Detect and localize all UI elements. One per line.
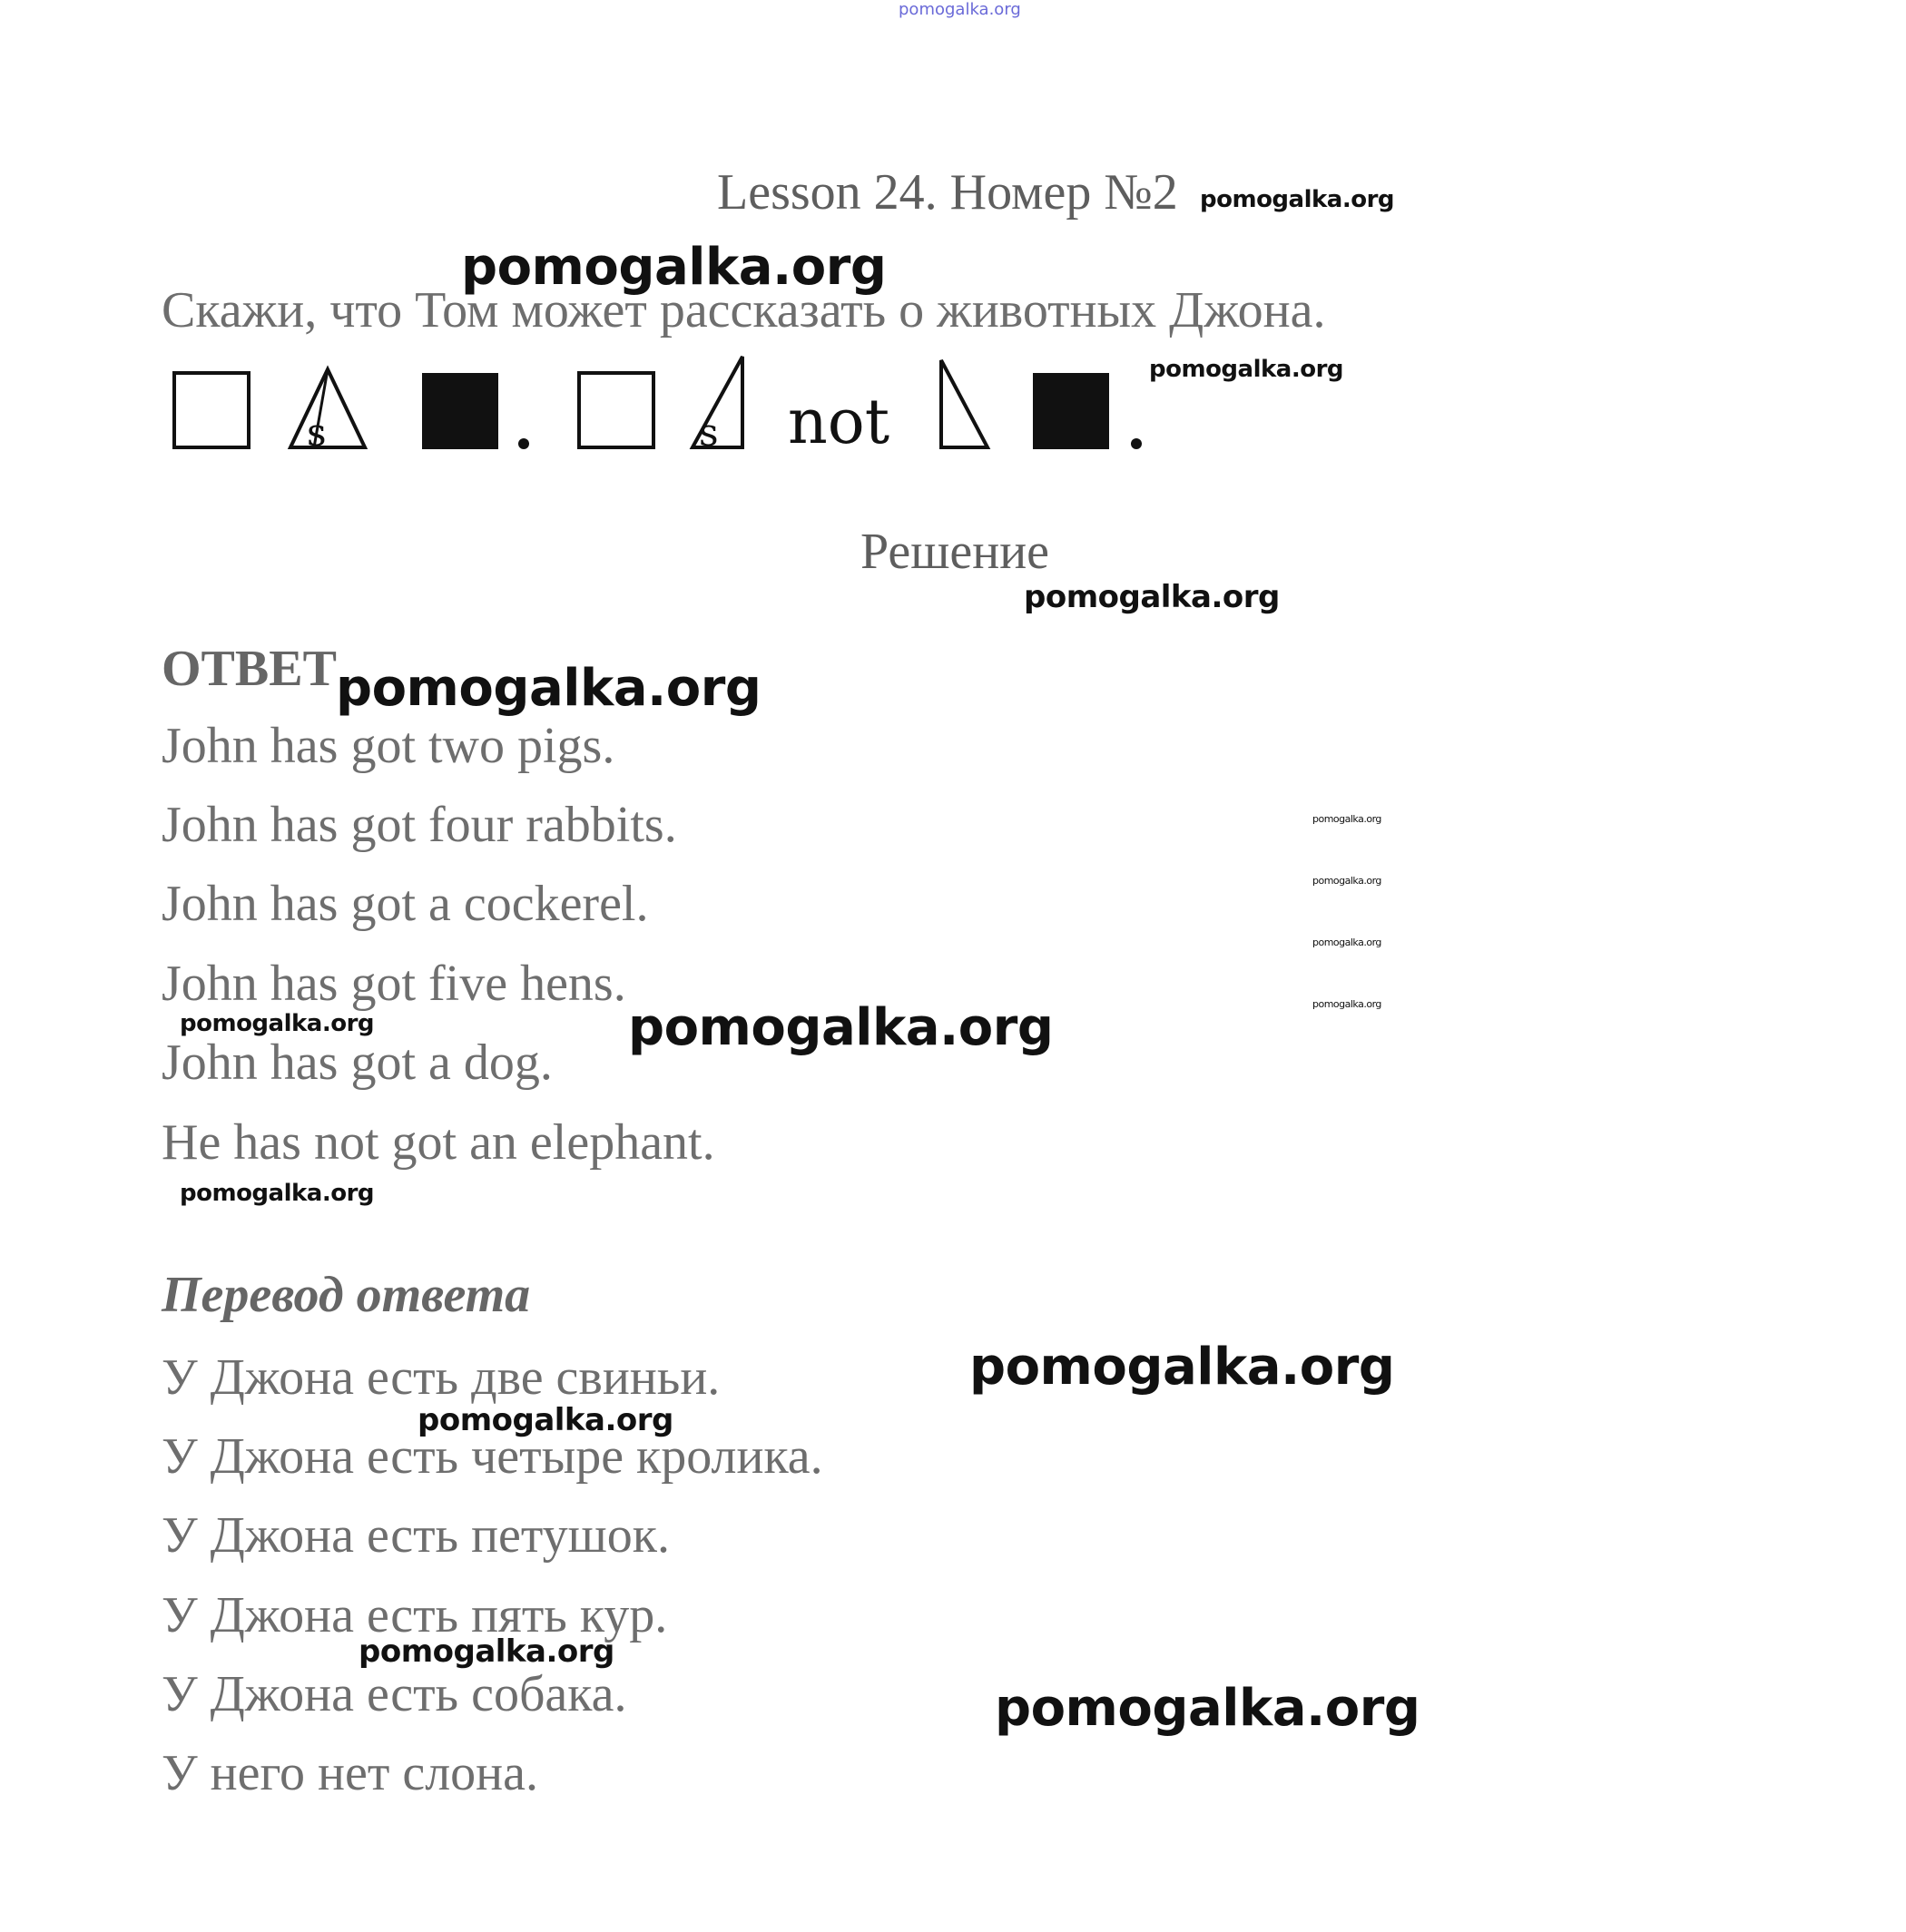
answer-line: John has got four rabbits. [162,797,677,853]
period-dot-icon [518,438,529,449]
watermark: pomogalka.org [1312,813,1381,825]
page-title: Lesson 24. Номер №2 [717,164,1178,221]
svg-text:s: s [307,410,327,455]
translation-line: У Джона есть петушок. [162,1507,670,1564]
answer-line: John has got a dog. [162,1035,553,1091]
answer-heading: ОТВЕТ [162,641,337,697]
watermark: pomogalka.org [1312,998,1381,1010]
watermark: pomogalka.org [995,1679,1420,1738]
translation-heading: Перевод ответа [162,1267,531,1323]
empty-square-icon [579,373,653,447]
answer-line: John has got two pigs. [162,718,615,774]
right-triangle-icon [941,360,987,447]
watermark: pomogalka.org [180,1180,375,1207]
symbol-sentence [163,349,1180,467]
watermark: pomogalka.org [418,1402,673,1438]
empty-square-icon [174,373,249,447]
task-instruction: Скажи, что Том может рассказать о животных Джона. [162,282,1326,338]
svg-text:s: s [699,410,719,455]
translation-line: У Джона есть собака. [162,1666,627,1722]
watermark: pomogalka.org [180,1010,375,1037]
half-triangle-s-icon [693,357,742,455]
translation-line: У Джона есть четыре кролика. [162,1428,823,1485]
translation-line: У него нет слона. [162,1745,538,1801]
answer-line: He has not got an elephant. [162,1114,715,1171]
watermark: pomogalka.org [1024,579,1280,615]
solution-label: Решение [860,524,1050,580]
watermark: pomogalka.org [336,659,761,718]
watermark: pomogalka.org [969,1338,1395,1397]
triangle-s-icon [290,369,365,455]
watermark: pomogalka.org [1312,937,1381,948]
answer-line: John has got five hens. [162,956,626,1012]
watermark: pomogalka.org [1312,875,1381,887]
answer-line: John has got a cockerel. [162,876,649,932]
watermark: pomogalka.org [628,998,1054,1057]
watermark: pomogalka.org [461,238,887,297]
watermark: pomogalka.org [1200,186,1395,213]
filled-square-icon [422,373,498,449]
translation-line: У Джона есть пять кур. [162,1587,668,1643]
watermark: pomogalka.org [1149,356,1344,383]
translation-line: У Джона есть две свиньи. [162,1349,721,1406]
symbol-word-not: not [788,387,890,458]
header-watermark: pomogalka.org [899,0,1021,19]
watermark: pomogalka.org [359,1633,614,1670]
period-dot-icon [1131,438,1142,449]
filled-square-icon [1033,373,1109,449]
